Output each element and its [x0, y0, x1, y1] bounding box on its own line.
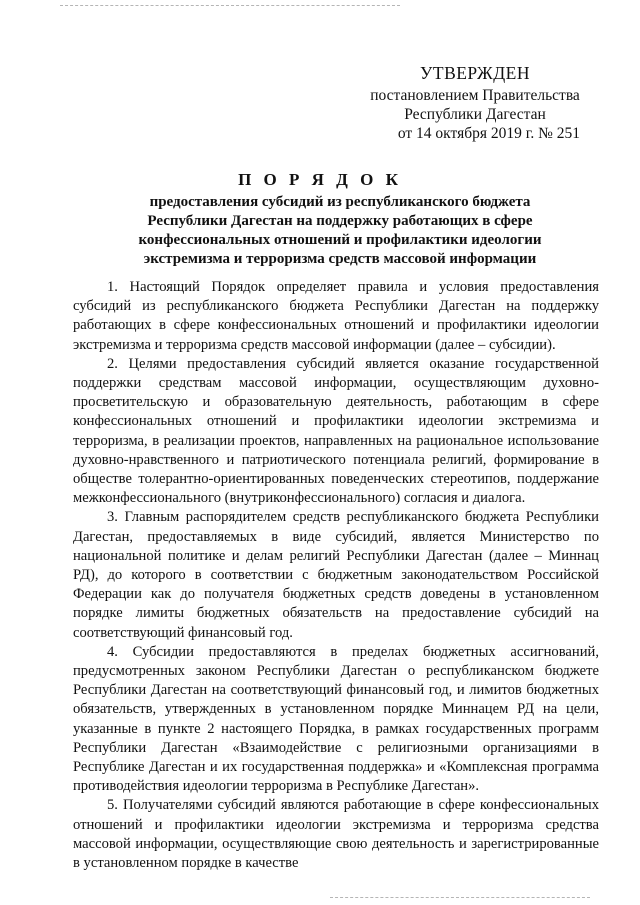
approval-line-2: Республики Дагестан — [404, 106, 546, 123]
approval-stamp: УТВЕРЖДЕН — [419, 63, 530, 83]
document-body — [73, 278, 599, 873]
approval-block — [340, 64, 610, 143]
scan-artifact-bottom — [330, 897, 590, 898]
paragraph-5: 5. Получателями субсидий являются работающие в сфере конфессиональных отношений и профилактики идеологии экстремизма и терроризма средства массовой информации, осуществляющие свою деятельность и зарегистрированные в установленном порядке в качестве — [73, 797, 599, 872]
paragraph-3: 3. Главным распорядителем средств республиканского бюджета Республики Дагестан, предоставляемых в виде субсидий, является Министерство по национальной политике и делам религий Республики Дагестан (далее – Миннац РД), до которого в соответствии с бюджетным законодательством Российской Федерации как до получателя бюджетных средств доведены в установленном порядке лимиты бюджетных обязательств на предоставление субсидий на соответствующий финансовый год. — [73, 509, 599, 641]
paragraph-2: 2. Целями предоставления субсидий является оказание государственной поддержки средствам массовой информации, осуществляющим духовно-просветительскую и образовательную деятельность, работающим в сфере конфессиональных отношений и профилактики идеологии экстремизма и терроризма, в реализации проектов, направленных на рациональное использование духовно-нравственного и патриотического потенциала религий, формирование в обществе толерантно-ориентированных поведенческих стереотипов, поддержание межконфессионального (внутриконфессионального) согласия и диалога. — [73, 355, 599, 507]
approval-line-3: от 14 октября 2019 г. № 251 — [397, 125, 580, 142]
document-subtitle — [100, 193, 580, 269]
subtitle-line: предоставления субсидий из республиканского бюджета — [149, 194, 531, 210]
paragraph-4: 4. Субсидии предоставляются в пределах бюджетных ассигнований, предусмотренных законом Республики Дагестан о республиканском бюджете Республики Дагестан на соответствующий финансовый год, и лимитов бюджетных обязательств, утвержденных в установленном порядке Миннацем РД на цели, указанные в пункте 2 настоящего Порядка, в рамках государственных программ Республики Дагестан «Взаимодействие с религиозными организациями в Республике Дагестан и их государственная поддержка» и «Комплексная программа противодействия идеологии терроризма в Республике Дагестан». — [73, 643, 599, 795]
approval-line-1: постановлением Правительства — [370, 87, 580, 104]
document-title: П О Р Я Д О К — [238, 170, 402, 189]
subtitle-line: Республики Дагестан на поддержку работающих в сфере — [147, 213, 533, 229]
scan-artifact-top — [60, 5, 400, 6]
subtitle-line: экстремизма и терроризма средств массовой информации — [143, 251, 537, 267]
paragraph-1: 1. Настоящий Порядок определяет правила и условия предоставления субсидий из республиканского бюджета Республики Дагестан на поддержку работающих в сфере конфессиональных отношений и профилактики идеологии экстремизма и терроризма средств массовой информации (далее – субсидии). — [73, 279, 599, 353]
subtitle-line: конфессиональных отношений и профилактики идеологии — [138, 232, 542, 248]
